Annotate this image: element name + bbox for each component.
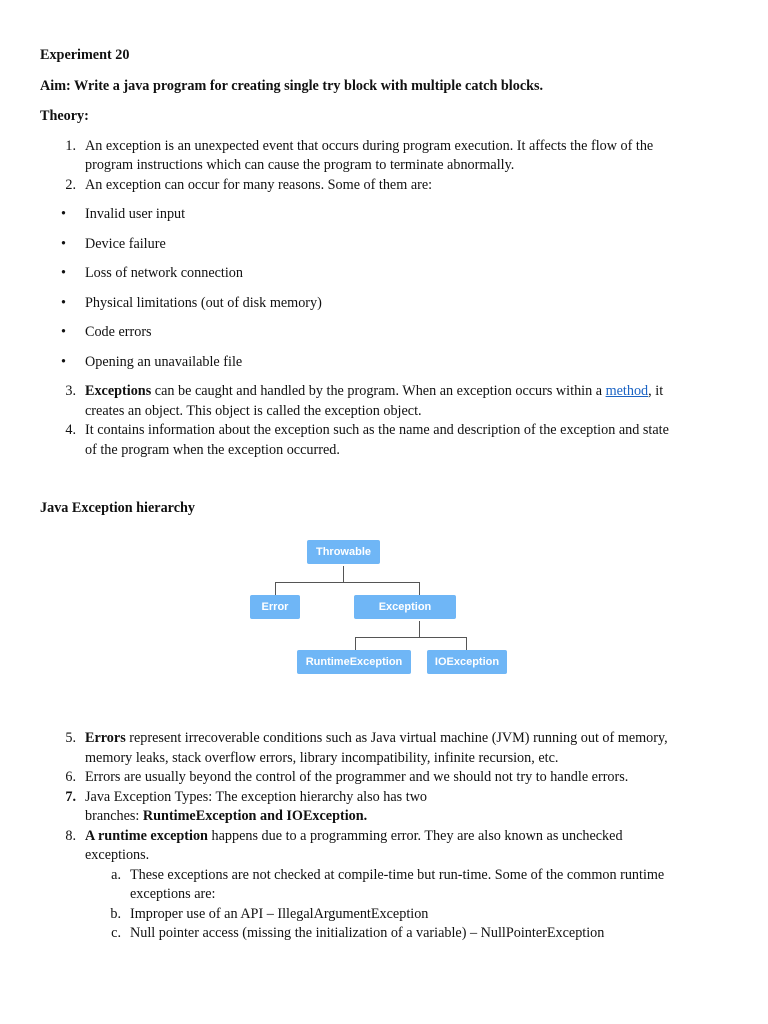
- document-page: [40, 46, 720, 519]
- bullet-item: • Opening an unavailable file: [61, 353, 243, 370]
- aim-line: Aim: Write a java program for creating single try block with multiple catch blocks.: [40, 77, 544, 94]
- bullet-item: • Physical limitations (out of disk memory): [61, 294, 322, 311]
- list-item: 7. Java Exception Types: The exception hierarchy also has two branches: RuntimeException and IOException.: [65, 788, 428, 824]
- sub-list-item: b. Improper use of an API – IllegalArgumentException: [110, 905, 429, 922]
- connector-line: [419, 621, 420, 638]
- connector-line: [355, 637, 356, 650]
- list-item: 6. Errors are usually beyond the control of the programmer and we should not try to handle errors.: [65, 769, 629, 785]
- bullet-item: • Invalid user input: [61, 206, 186, 222]
- bullet-item: • Device failure: [61, 235, 166, 252]
- connector-line: [275, 582, 276, 595]
- method-link[interactable]: method: [605, 383, 649, 399]
- exception-node: Exception: [354, 595, 456, 619]
- hierarchy-heading: Java Exception hierarchy: [40, 500, 196, 516]
- experiment-title: Experiment 20: [40, 47, 130, 63]
- connector-line: [275, 582, 419, 583]
- bullet-item: • Code errors: [61, 324, 152, 340]
- sub-list-item: c. Null pointer access (missing the initialization of a variable) – NullPointerException: [111, 925, 605, 941]
- sub-list-item: a. These exceptions are not checked at compile-time but run-time. Some of the common runtime exceptions are:: [111, 866, 665, 902]
- io-exception-node: IOException: [427, 650, 507, 674]
- document-page-continued: [40, 729, 720, 944]
- throwable-node: Throwable: [307, 540, 380, 564]
- list-item: 5. Errors represent irrecoverable conditions such as Java virtual machine (JVM) running out of memory, memory leaks, stack overflow errors, library incompatibility, infinite recursion, etc.: [65, 730, 668, 766]
- list-item: 2. An exception can occur for many reasons. Some of them are:: [65, 176, 433, 193]
- list-item: 8. A runtime exception happens due to a programming error. They are also known as unchecked exceptions.: [65, 827, 623, 863]
- exception-hierarchy-diagram: [200, 528, 520, 698]
- list-item: 3. Exceptions can be caught and handled by the program. When an exception occurs within a method, it creates an object. This object is called the exception object.: [65, 383, 664, 419]
- theory-heading: Theory:: [40, 108, 89, 124]
- list-item: 4. It contains information about the exception such as the name and description of the exception and state of the program when the exception occurred.: [65, 422, 669, 458]
- runtime-exception-node: RuntimeException: [297, 650, 411, 674]
- connector-line: [419, 582, 420, 595]
- list-item: 1. An exception is an unexpected event that occurs during program execution. It affects the flow of the program instructions which can cause the program to terminate abnormally.: [65, 137, 654, 173]
- connector-line: [355, 637, 466, 638]
- error-node: Error: [250, 595, 300, 619]
- connector-line: [466, 637, 467, 650]
- bullet-item: • Loss of network connection: [61, 265, 243, 281]
- connector-line: [343, 566, 344, 583]
